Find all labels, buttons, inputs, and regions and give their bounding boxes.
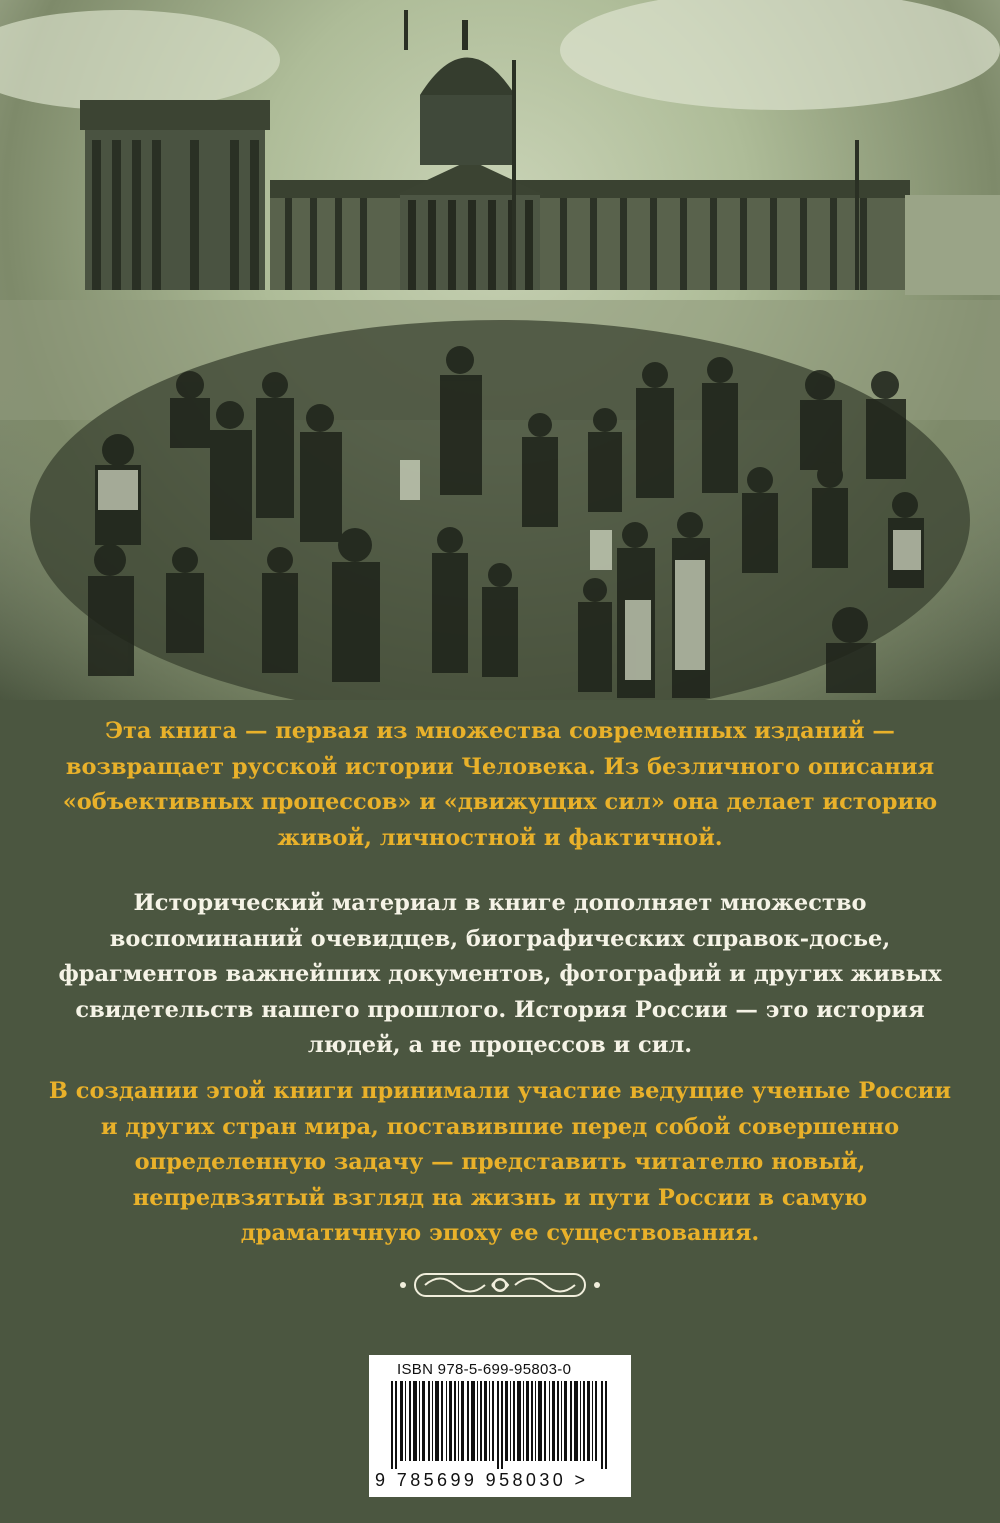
cover-photo-collage	[0, 0, 1000, 700]
description-paragraph-3: В создании этой книги принимали участие ведущие ученые России и других стран мира, поставившие перед собой совершенно определенную задачу — представить читателю новый, непредвзятый взгляд на жизнь и пути России в самую драматичную эпоху ее существования.	[48, 1078, 952, 1246]
description-paragraph-2: Исторический материал в книге дополняет множество воспоминаний очевидцев, биографических справок-досье, фрагментов важнейших документов, фотографий и других живых свидетельств нашего прошлого. История России — это история людей, а не процессов и сил.	[58, 890, 942, 1058]
cathedral-and-portraits-photo	[0, 0, 1000, 700]
isbn-barcode	[369, 1355, 631, 1497]
ornament-divider-icon	[395, 1270, 605, 1300]
barcode-digits: 9 785699 958030 >	[375, 1470, 589, 1490]
barcode-bars-icon	[391, 1381, 611, 1469]
isbn-number: ISBN 978-5-699-95803-0	[397, 1361, 572, 1378]
description-paragraph-1: Эта книга — первая из множества современных изданий — возвращает русской истории Человека. Из безличного описания «объективных процессов» и «движущих сил» она делает историю живой, личностной и фактичной.	[62, 718, 938, 851]
